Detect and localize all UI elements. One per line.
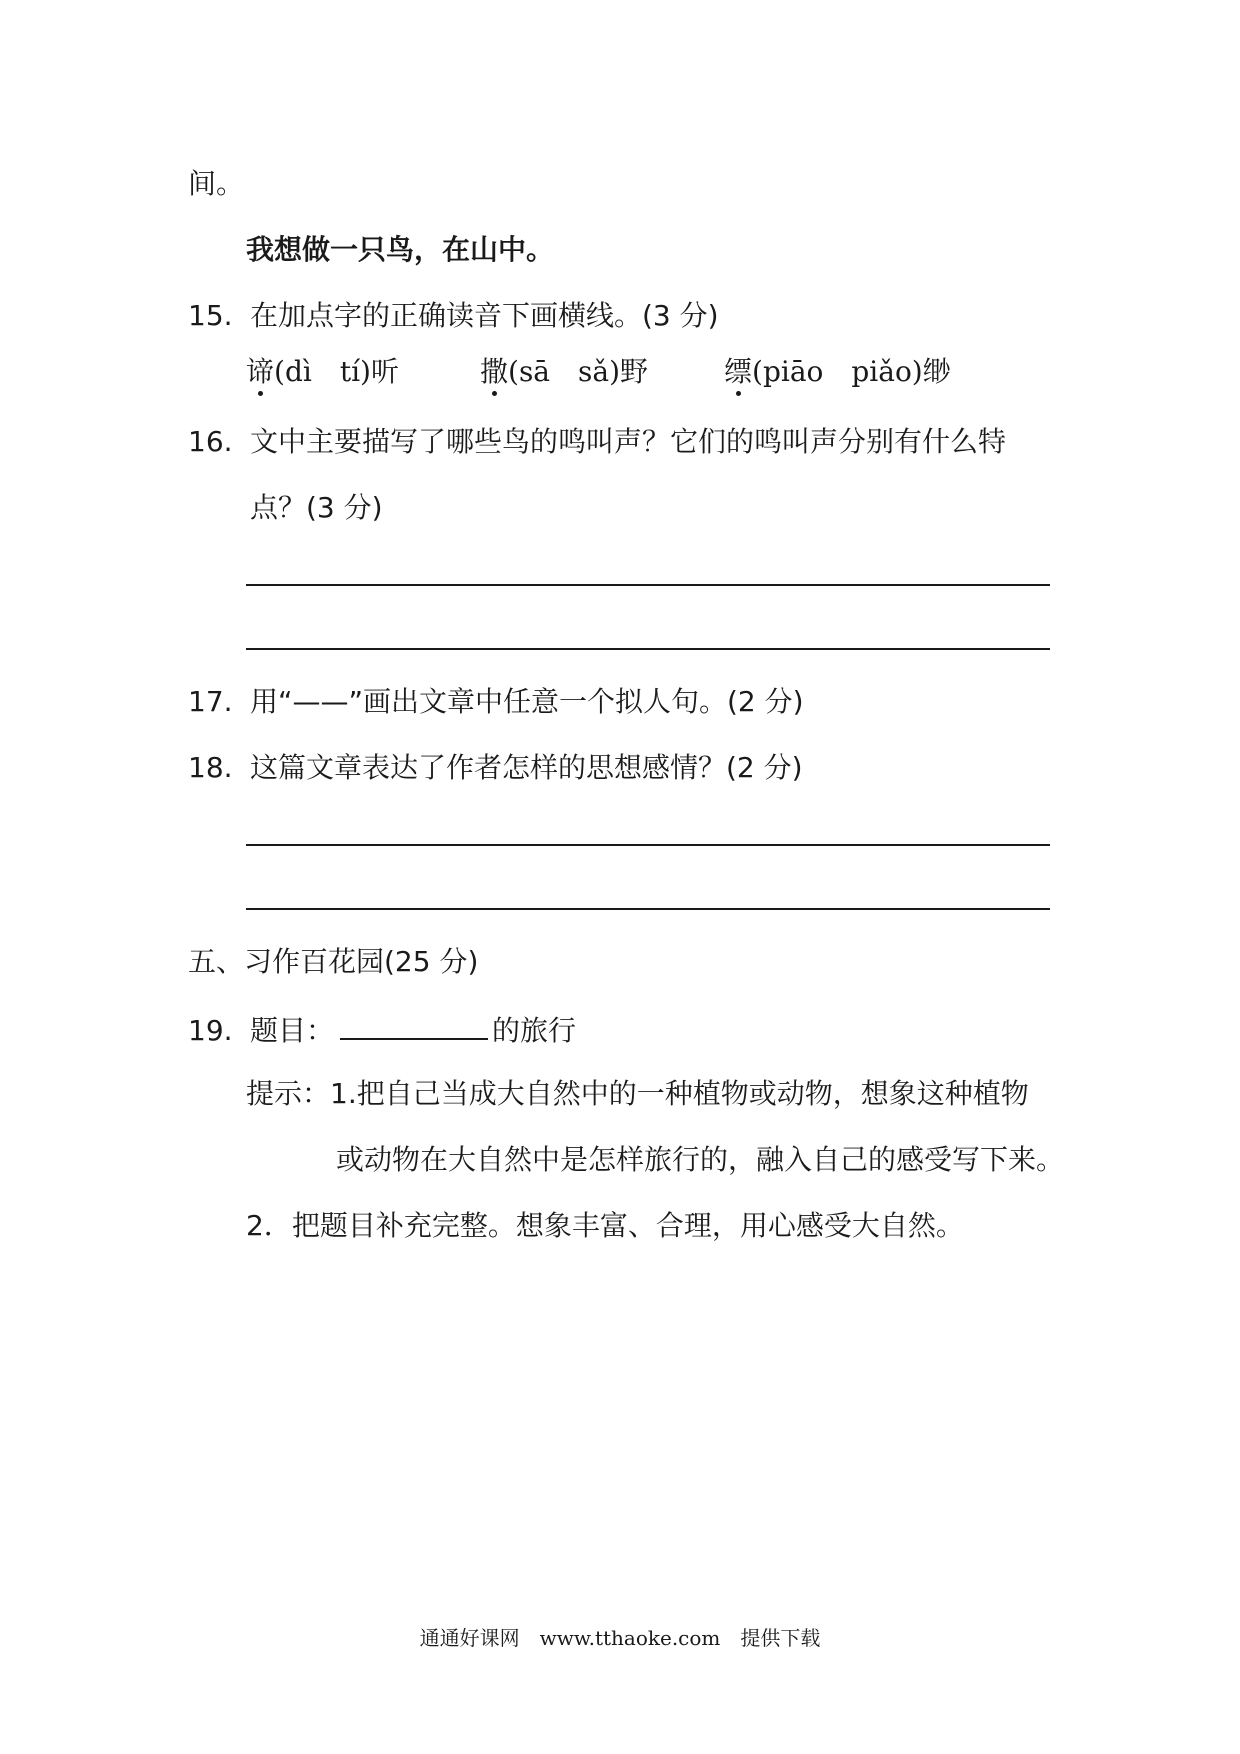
question-number: 17. <box>188 685 233 718</box>
hint-label: 提示： <box>246 1077 331 1110</box>
q15-item-1 <box>246 355 399 388</box>
passage-tail-line: 间。 <box>188 167 245 200</box>
section-heading: 五、习作百花园(25 分) <box>188 945 479 978</box>
question-number: 18. <box>188 751 233 784</box>
hint-text: 1.把自己当成大自然中的一种植物或动物，想象这种植物 <box>330 1077 1029 1110</box>
question-text: 这篇文章表达了作者怎样的思想感情？(2 分) <box>250 751 803 784</box>
dotted-char: 谛 <box>246 355 275 388</box>
question-15 <box>188 299 719 332</box>
hint-1 <box>246 1077 1029 1110</box>
passage-closing-line: 我想做一只鸟，在山中。 <box>246 233 555 266</box>
title-prefix: 题目： <box>250 1014 335 1047</box>
answer-line[interactable] <box>246 908 1050 910</box>
question-number: 19. <box>188 1014 233 1047</box>
word-rest: 野 <box>620 355 649 388</box>
question-text: 用“——”画出文章中任意一个拟人句。(2 分) <box>250 685 804 718</box>
question-text: 文中主要描写了哪些鸟的鸣叫声？它们的鸣叫声分别有什么特 <box>250 425 1007 458</box>
word-rest: 听 <box>370 355 399 388</box>
q15-item-2 <box>480 355 649 388</box>
question-number: 15. <box>188 299 233 332</box>
question-text: 在加点字的正确读音下画横线。(3 分) <box>250 299 719 332</box>
q15-item-3 <box>724 355 951 388</box>
title-blank[interactable] <box>340 1014 488 1040</box>
title-suffix: 的旅行 <box>492 1014 577 1047</box>
answer-line[interactable] <box>246 648 1050 650</box>
question-number: 16. <box>188 425 233 458</box>
answer-line[interactable] <box>246 584 1050 586</box>
question-19 <box>188 1014 576 1045</box>
pinyin-options: (piāo piǎo) <box>752 355 923 388</box>
question-17 <box>188 685 804 718</box>
question-18 <box>188 751 803 784</box>
word-rest: 缈 <box>922 355 951 388</box>
answer-line[interactable] <box>246 844 1050 846</box>
question-16-continued: 点？(3 分) <box>250 491 383 524</box>
dotted-char: 撒 <box>480 355 509 388</box>
question-16 <box>188 425 1007 458</box>
footer-text: 通通好课网 www.tthaoke.com 提供下载 <box>419 1626 821 1650</box>
dotted-char: 缥 <box>724 355 753 388</box>
pinyin-options: (dì tí) <box>274 355 371 388</box>
pinyin-options: (sā sǎ) <box>508 355 620 388</box>
hint-1-continued: 或动物在大自然中是怎样旅行的，融入自己的感受写下来。 <box>336 1143 1065 1176</box>
hint-2: 2．把题目补充完整。想象丰富、合理，用心感受大自然。 <box>246 1209 964 1242</box>
